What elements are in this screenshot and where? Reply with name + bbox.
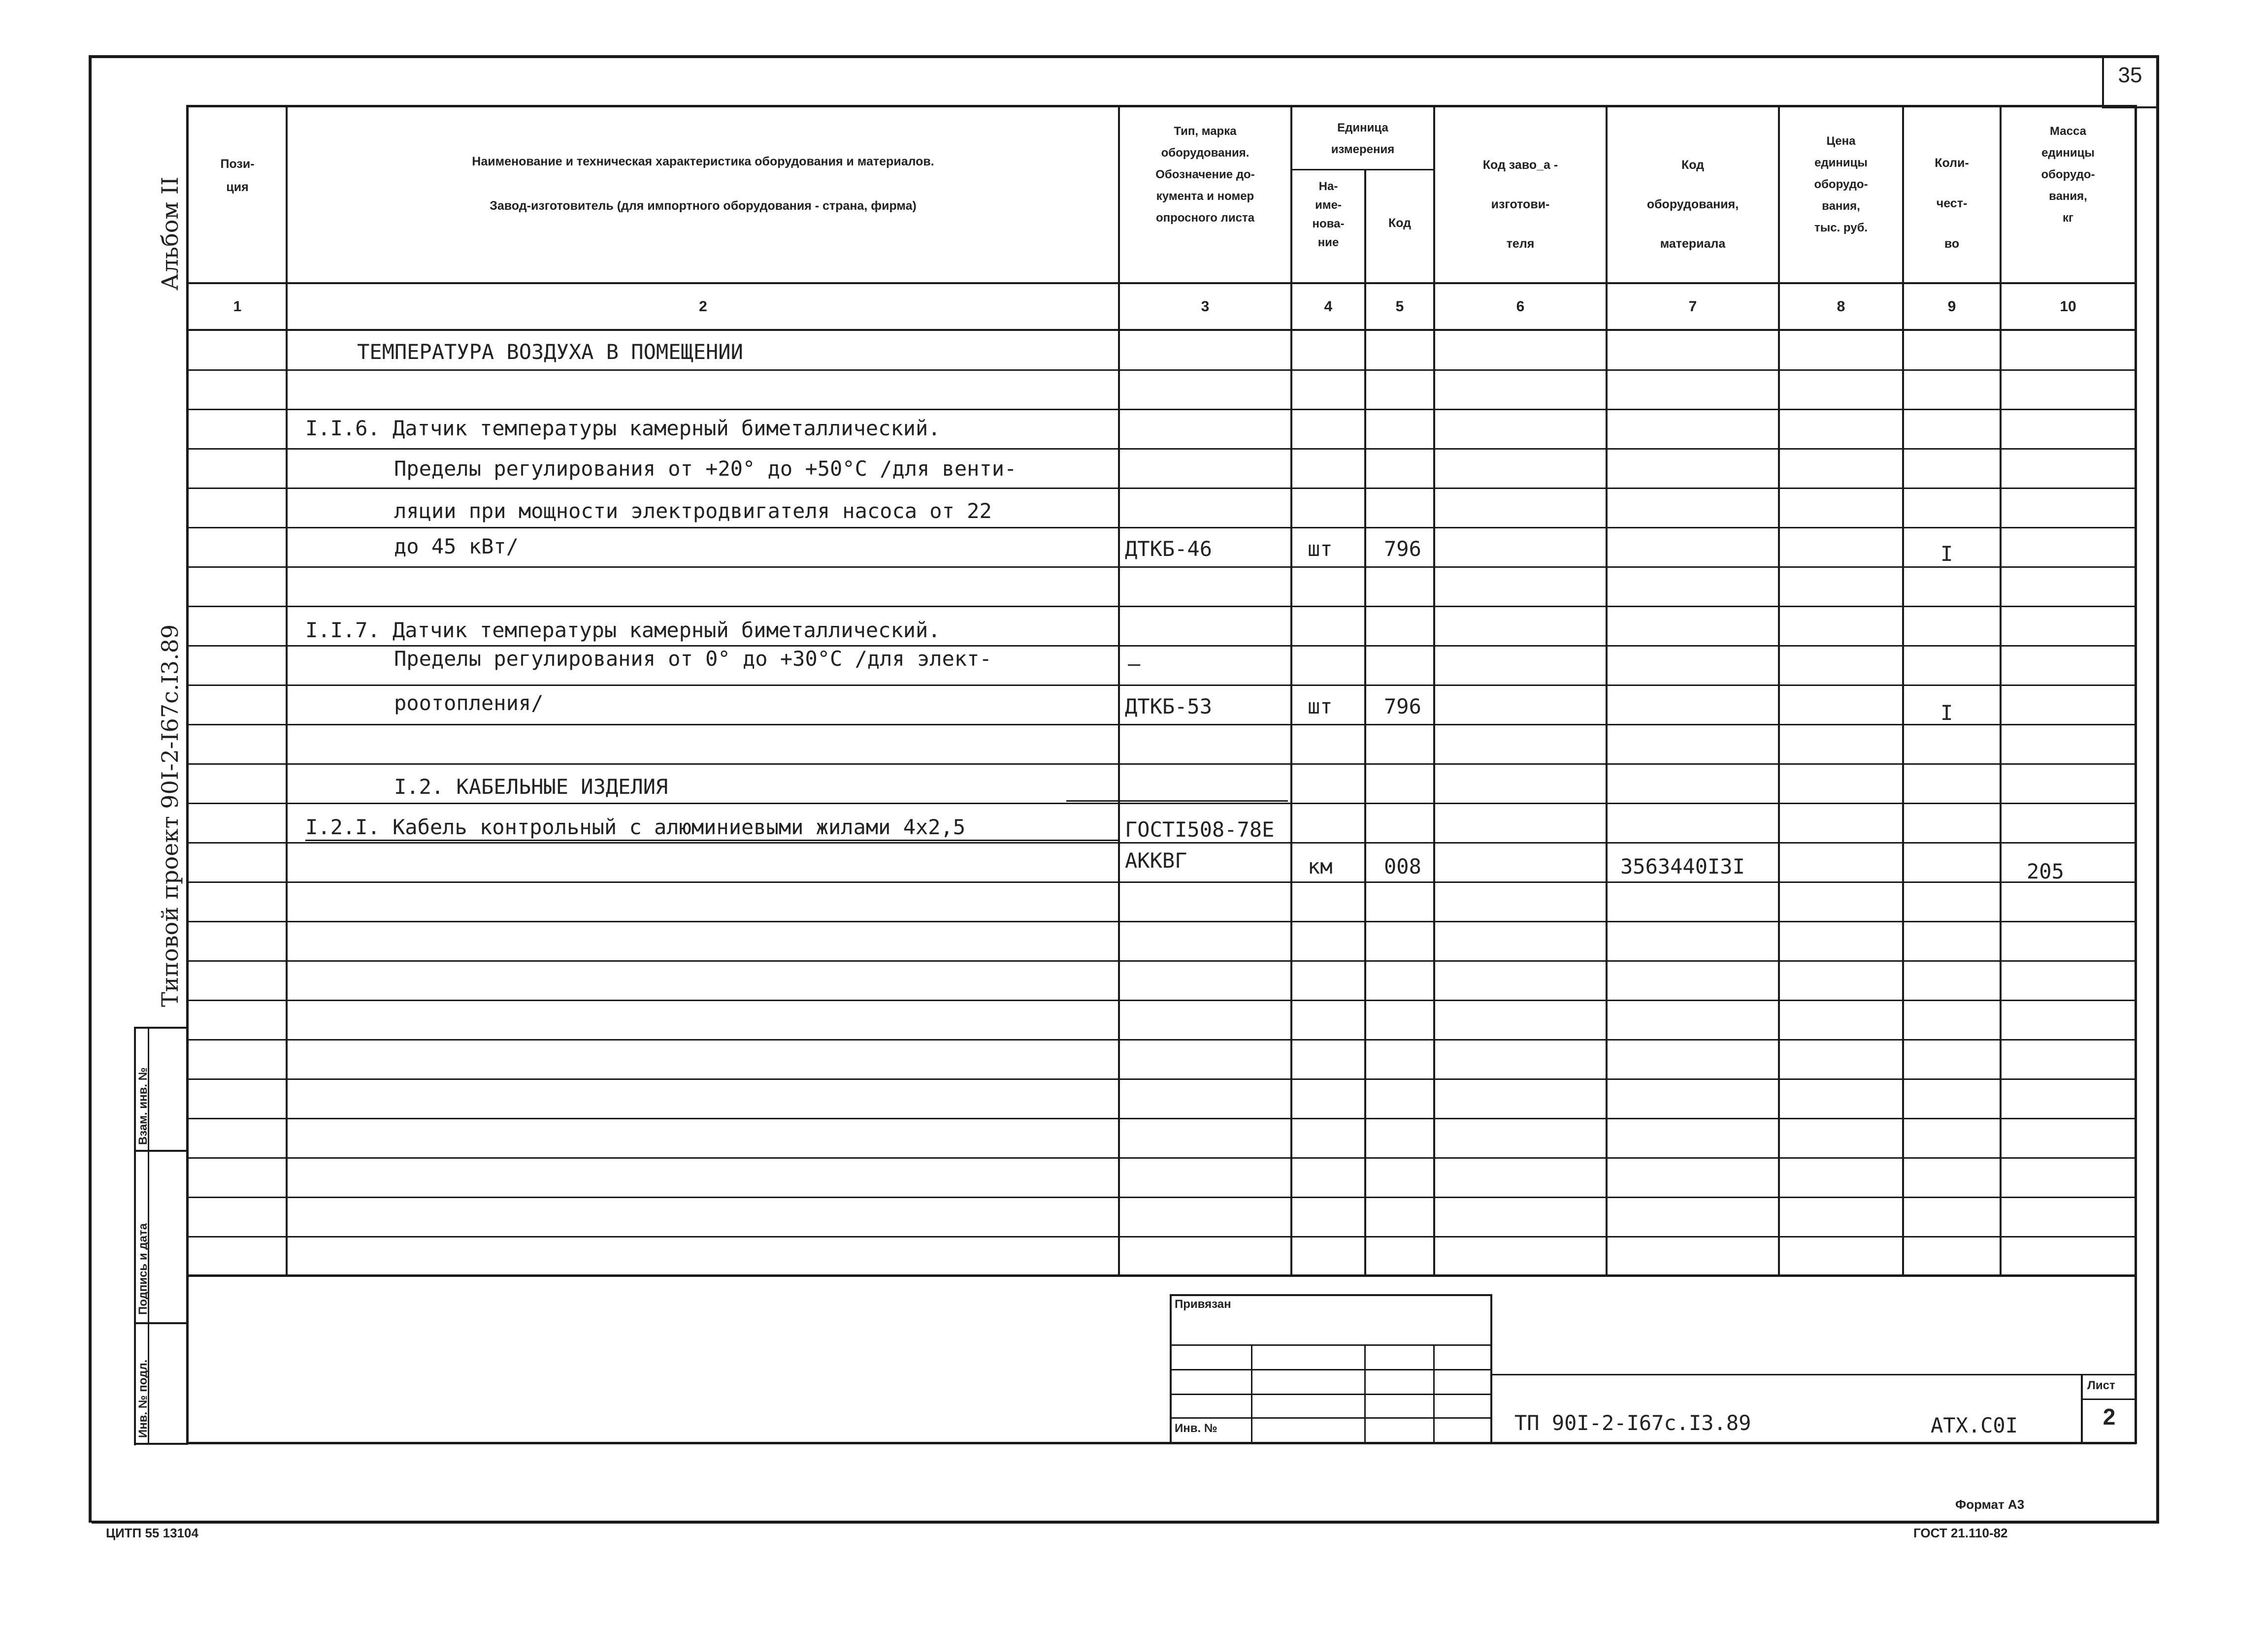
stamp-inv-label: Инв. № (1175, 1422, 1217, 1435)
item-unit: км (1308, 854, 1333, 879)
stamp-mark: АТХ.С0I (1931, 1413, 2018, 1437)
header-unit-group: Единица измерения (1331, 121, 1395, 156)
table-left (186, 105, 189, 1278)
stamp-sheet-number: 2 (2103, 1404, 2116, 1430)
header-equipment-code: Код оборудования, материала (1646, 158, 1739, 251)
item-equipment-code: 3563440I3I (1620, 854, 1745, 879)
page-number: 35 (2118, 63, 2142, 87)
header-unit-name: На- име- нова- ние (1312, 180, 1345, 249)
table-right (2135, 105, 2137, 1278)
colnum-8: 8 (1837, 298, 1845, 315)
section-heading: ТЕМПЕРАТУРА ВОЗДУХА В ПОМЕЩЕНИИ (357, 340, 743, 364)
colnum-bottom (186, 329, 2137, 331)
item-name: ляции при мощности электродвигателя насоса от 22 (394, 499, 992, 523)
colnum-2: 2 (699, 298, 707, 315)
colnum-6: 6 (1516, 298, 1525, 315)
colnum-3: 3 (1201, 298, 1210, 315)
item-type: – (1128, 651, 1141, 676)
footer-gost: ГОСТ 21.110-82 (1913, 1526, 2008, 1540)
stamp-sheet-label: Лист (2087, 1379, 2115, 1392)
item-quantity: I (1940, 701, 1953, 725)
item-type: АККВГ (1125, 848, 1187, 873)
item-name: Пределы регулирования от 0° до +30°С /для элект- (394, 647, 992, 671)
outer-frame-right (2156, 55, 2159, 1524)
header-position: Пози- ция (220, 157, 255, 194)
item-mass: 205 (2027, 859, 2064, 883)
album-label: Альбом II (157, 176, 183, 291)
item-type: ГОСТI508-78Е (1125, 817, 1275, 842)
header-price: Цена единицы оборудо- вания, тыс. руб. (1814, 134, 1868, 234)
colnum-1: 1 (233, 298, 242, 315)
header-factory-code: Код заво_а - изготови- теля (1482, 158, 1558, 251)
stamp-tied-label: Привязан (1175, 1298, 1231, 1311)
outer-frame-bottom (92, 1521, 2159, 1524)
item-unit: шт (1308, 694, 1333, 718)
outer-frame-top (89, 55, 2157, 58)
colnum-7: 7 (1688, 298, 1697, 315)
project-label: Типовой проект 90I-2-I67с.I3.89 (157, 624, 183, 1007)
header-name-line2: Завод-изготовитель (для импортного оборудования - страна, фирма) (490, 199, 917, 213)
side-stamp-replace-inv: Взам. инв. № (136, 1067, 150, 1145)
footer-printer: ЦИТП 55 13104 (106, 1526, 198, 1540)
item-name: I.I.7. Датчик температуры камерный биметаллический. (305, 618, 941, 642)
colnum-5: 5 (1395, 298, 1404, 315)
colnum-9: 9 (1947, 298, 1956, 315)
footer-format: Формат А3 (1955, 1497, 2025, 1512)
stamp-doc-code: ТП 90I-2-I67с.I3.89 (1514, 1411, 1751, 1435)
side-stamp-inv-orig: Инв. № подл. (136, 1359, 150, 1438)
header-quantity: Коли- чест- во (1935, 156, 1969, 251)
header-bottom (186, 282, 2137, 284)
colnum-10: 10 (2060, 298, 2076, 315)
item-unit-code: 796 (1384, 537, 1421, 561)
colnum-4: 4 (1324, 298, 1333, 315)
item-unit: шт (1308, 537, 1333, 561)
item-name: I.I.6. Датчик температуры камерный биметаллический. (305, 416, 941, 440)
item-unit-code: 796 (1384, 694, 1421, 718)
item-name: до 45 кВт/ (394, 534, 519, 558)
header-name-line1: Наименование и техническая характеристика оборудования и материалов. (472, 155, 934, 168)
header-mass: Масса единицы оборудо- вания, кг (2041, 125, 2095, 225)
header-type: Тип, марка оборудования. Обозначение до- кумента и номер опросного листа (1155, 125, 1255, 225)
side-stamp-signature: Подпись и дата (136, 1223, 150, 1315)
item-name: роотопления/ (394, 691, 544, 715)
outer-frame-left (89, 55, 92, 1523)
section-heading: I.2. КАБЕЛЬНЫЕ ИЗДЕЛИЯ (394, 775, 668, 799)
item-type: ДТКБ-53 (1125, 694, 1213, 718)
item-type: ДТКБ-46 (1125, 537, 1213, 561)
table-bottom-area-top (186, 1274, 2137, 1277)
table-top (186, 105, 2137, 107)
item-name: Пределы регулирования от +20° до +50°С /для венти- (394, 456, 1017, 481)
header-unit-code: Код (1388, 216, 1412, 230)
item-name: I.2.I. Кабель контрольный с алюминиевыми жилами 4х2,5 (305, 815, 966, 839)
item-unit-code: 008 (1384, 854, 1421, 879)
item-quantity: I (1940, 542, 1953, 566)
